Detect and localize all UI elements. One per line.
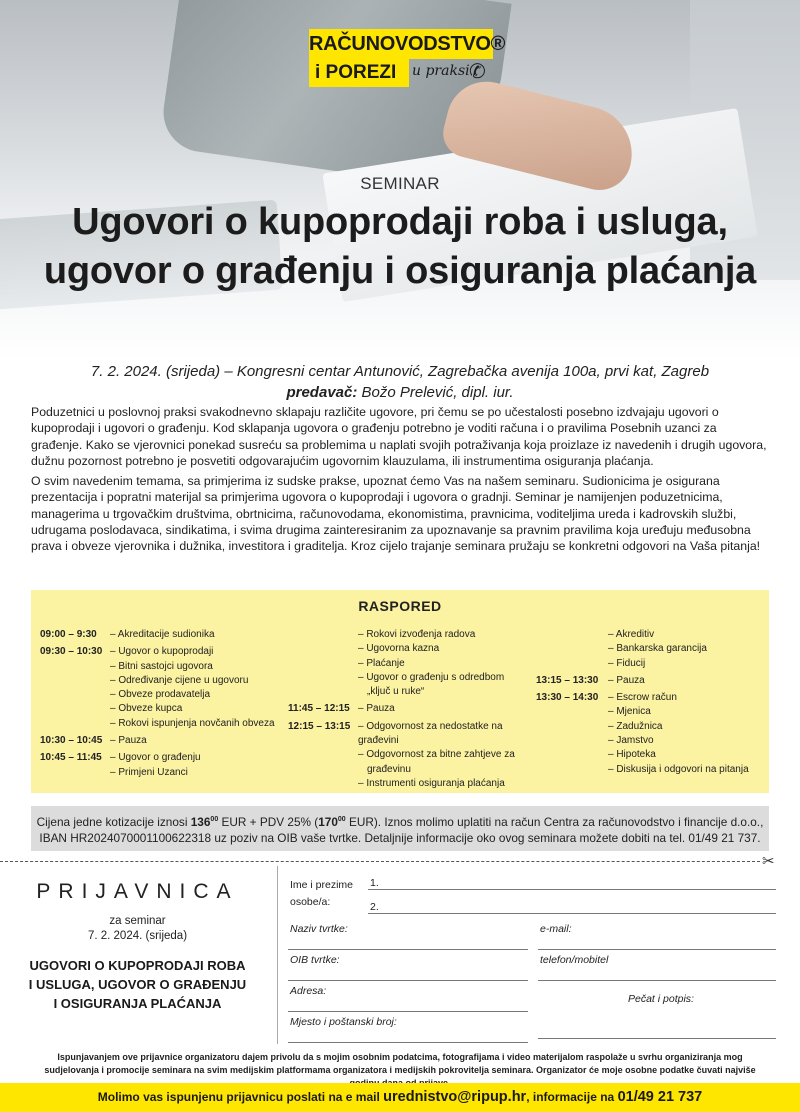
schedule-time: 10:30 – 10:45 (40, 735, 103, 747)
schedule-item: – Fiducij (608, 657, 646, 669)
seminar-tag: SEMINAR (360, 174, 440, 193)
schedule-item: – Jamstvo (608, 735, 654, 747)
schedule-time (40, 688, 110, 702)
name-2-field[interactable] (368, 913, 776, 914)
lecturer-label: predavač: (286, 384, 358, 401)
name-label-line-1: Ime i prezime (290, 879, 354, 891)
cut-line (0, 861, 760, 862)
schedule-row (40, 628, 290, 642)
price-amount-value: 136 (190, 814, 211, 829)
schedule-time (288, 628, 358, 642)
price-text-c: EUR). Iznos molimo uplatiti na račun Centra za računovodstvo i financije d.o.o., (345, 814, 764, 829)
schedule-row (288, 702, 533, 716)
schedule-row (536, 748, 766, 762)
schedule-item: građevinu (367, 763, 411, 775)
schedule-row (288, 748, 533, 762)
schedule-item: – Bitni sastojci ugovora (110, 660, 213, 672)
schedule-column-2 (288, 628, 533, 791)
footer-email-link[interactable]: urednistvo@ripup.hr (383, 1089, 527, 1105)
schedule-row (536, 628, 766, 642)
price-text-a: Cijena jedne kotizacije iznosi (36, 814, 191, 829)
schedule-row (288, 642, 533, 656)
company-field[interactable] (288, 949, 528, 950)
schedule-item: – Ugovor o građenju (110, 752, 201, 764)
event-meta (0, 361, 800, 403)
consent-text: Ispunjavanjem ove prijavnice organizatoru dajem privolu da s mojim osobnim podatcima, fotografijama i video materijalom raspolaže u svrhu organiziranja mog sudjelovanja i promocije seminara na svim medijskim platformama organizatora i medijskih pokrovitelja seminara. Organizator će moje osobne podatke čuvati najviše (44, 1052, 756, 1075)
schedule-item: – Odgovornost za nedostatke na građevini (358, 720, 503, 747)
price-info (31, 806, 769, 851)
schedule-row (288, 657, 533, 671)
stamp-label: Pečat i potpis: (628, 993, 694, 1005)
schedule-time: 13:15 – 13:30 (536, 674, 599, 686)
lecturer-name: Božo Prelević, dipl. iur. (357, 384, 514, 401)
oib-field[interactable] (288, 980, 528, 981)
schedule-time: 13:30 – 14:30 (536, 692, 599, 704)
schedule-row (536, 657, 766, 671)
schedule-item: – Plaćanje (358, 657, 405, 669)
schedule-time: 12:15 – 13:15 (288, 720, 351, 732)
intro-text (31, 404, 771, 559)
schedule-item: – Pauza (110, 735, 147, 747)
schedule-row (40, 660, 290, 674)
schedule-item: – Primjeni Uzanci (110, 766, 188, 778)
schedule-time (288, 685, 358, 699)
schedule-row (40, 717, 290, 731)
schedule-time: 11:45 – 12:15 (288, 703, 350, 715)
intro-paragraph-1: Poduzetnici u poslovnoj praksi svakodnevno sklapaju različite ugovore, pri čemu se po učestalosti posebno izdvajaju ugovori o kupoprodaji i ugovori o građenju. Kod sklapanja ugovora o građenju potrebno je voditi računa i o pravilima Posebnih uzanci za građenje. Kako se vjerovnici ponekad susreću sa problemima u naplati svojih potraživanja koja proizlaze iz navedenih i drugih ugovora, dužnu pozornost potrebno je posvetiti odgovarajućim ugovornim klauzulama, ili instrumentima osiguranja plaćanja. (31, 405, 767, 468)
footer-text-a: Molimo vas ispunjenu prijavnicu poslati na e mail (97, 1090, 384, 1104)
address-label: Adresa: (290, 985, 327, 997)
schedule-row (288, 720, 533, 749)
schedule-time (288, 748, 358, 762)
footer-phone: 01/49 21 737 (617, 1089, 703, 1105)
scissors-icon: ✂ (762, 853, 775, 870)
schedule-time: 09:00 – 9:30 (40, 629, 97, 640)
schedule-item: – Rokovi ispunjenja novčanih obveza (110, 717, 275, 729)
schedule-item: – Akreditiv (608, 629, 655, 640)
brand-logo (309, 29, 506, 89)
schedule-row (40, 645, 290, 659)
schedule-item: – Diskusija i odgovori na pitanja (608, 763, 749, 775)
schedule-item: – Obveze kupca (110, 703, 183, 715)
schedule-item: – Hipoteka (608, 749, 656, 761)
schedule-item: „ključ u ruke“ (367, 686, 425, 698)
schedule-time (40, 660, 110, 674)
registration-heading: PRIJAVNICA (36, 880, 239, 903)
phone-label: telefon/mobitel (540, 954, 609, 966)
schedule-row (536, 691, 766, 705)
registration-seminar-title: UGOVORI O KUPOPRODAJI ROBA I USLUGA, UGOVOR O GRAĐENJU I OSIGURANJA PLAĆANJA (28, 958, 247, 1011)
schedule-row (536, 705, 766, 719)
schedule-item: – Ugovorna kazna (358, 643, 440, 655)
schedule-row (536, 642, 766, 656)
price-amount (191, 815, 218, 829)
name-label-line-2: osobe/a: (290, 896, 331, 908)
schedule-item: – Rokovi izvođenja radova (358, 629, 476, 640)
page-title: Ugovori o kupoprodaji roba i usluga, ugovor o građenju i osiguranja plaćanja (43, 201, 757, 292)
email-field[interactable] (538, 949, 776, 950)
schedule-box (31, 590, 769, 793)
registration-heading-block (0, 868, 275, 1044)
phone-icon: ✆ (469, 61, 486, 83)
schedule-time (536, 763, 608, 777)
schedule-row (288, 685, 533, 699)
schedule-time: 10:45 – 11:45 (40, 752, 102, 764)
schedule-time (536, 705, 608, 719)
schedule-time (40, 717, 110, 731)
name-1-label: 1. (370, 877, 379, 889)
schedule-column-3 (536, 628, 766, 777)
for-seminar-label: za seminar (109, 915, 166, 927)
schedule-time (288, 657, 358, 671)
schedule-row (536, 720, 766, 734)
email-label: e-mail: (540, 923, 572, 935)
schedule-item: – Pauza (608, 674, 645, 686)
seminar-date: 7. 2. 2024. (srijeda) (87, 930, 188, 942)
city-label: Mjesto i poštanski broj: (290, 1016, 397, 1028)
schedule-item: – Escrow račun (608, 692, 677, 704)
price-amount-2 (318, 815, 345, 829)
schedule-row (536, 734, 766, 748)
registration-for-seminar (0, 914, 275, 944)
price-line-2: IBAN HR2024070001100622318 uz poziv na OIB vaše tvrtke. Detaljnije informacije oko ovog seminara možete dobiti na tel. 01/49 21 737. (39, 830, 761, 845)
price-amount-cents: 00 (210, 816, 219, 823)
schedule-time (536, 657, 608, 671)
signature-field[interactable] (538, 1038, 776, 1039)
address-field[interactable] (288, 1011, 528, 1012)
schedule-item: – Obveze prodavatelja (110, 689, 211, 701)
schedule-row (40, 766, 290, 780)
schedule-time (288, 642, 358, 656)
schedule-row (536, 763, 766, 777)
date-place: 7. 2. 2024. (srijeda) – Kongresni centar Antunović, Zagrebačka avenija 100a, prvi kat, Zagreb (90, 363, 710, 380)
logo-line-1: RAČUNOVODSTVO® (309, 29, 493, 59)
schedule-time (40, 674, 110, 688)
schedule-item: – Određivanje cijene u ugovoru (110, 674, 249, 686)
schedule-time (288, 777, 358, 791)
schedule-time (536, 720, 608, 734)
phone-field[interactable] (538, 980, 776, 981)
schedule-row (288, 763, 533, 777)
schedule-item: – Mjenica (608, 706, 651, 718)
schedule-item: – Ugovor o kupoprodaji (110, 646, 214, 658)
price-line-1 (31, 812, 769, 830)
schedule-item: – Pauza (358, 703, 395, 715)
city-field[interactable] (288, 1042, 528, 1043)
price-amount2-cents: 00 (337, 816, 346, 823)
company-label: Naziv tvrtke: (290, 923, 348, 935)
schedule-time: 09:30 – 10:30 (40, 646, 103, 658)
schedule-item: – Instrumenti osiguranja plaćanja (358, 777, 505, 789)
logo-line-2: i POREZI (309, 59, 409, 87)
schedule-row (288, 777, 533, 791)
logo-line-3: u praksi (412, 63, 470, 79)
schedule-item: – Akreditacije sudionika (110, 629, 215, 640)
intro-paragraph-2: O svim navedenim temama, sa primjerima iz sudske prakse, upoznat ćemo Vas na našem seminaru. Sudionicima je osigurana prezentacija i popratni materijal sa primjerima ugovora o kupoprodaji i ugovora o gradnji. Seminar je namijenjen poduzetnicima, managerima u trgovačkim društvima, obrtnicima, računovodama, ekonomistima, pravnicima, voditeljima ureda i kadrovskih službi, udrugama poslodavaca, sindikatima, i svima drugima zainteresiranim za upoznavanje sa pravnim pravilima koja uređuju međusobna prava i obveze vjerovnika i dužnika, investitora i graditelja. Kroz cijelo trajanje seminara pružaju se konkretni odgovori na Vaša pitanja! (31, 474, 761, 554)
schedule-time (536, 748, 608, 762)
schedule-time (288, 671, 358, 685)
schedule-row (40, 702, 290, 716)
schedule-row (288, 628, 533, 642)
schedule-item: – Ugovor o građenju s odredbom (358, 671, 505, 683)
schedule-time (536, 734, 608, 748)
schedule-time (536, 642, 608, 656)
schedule-item: – Zadužnica (608, 720, 663, 732)
schedule-row (40, 674, 290, 688)
schedule-row (288, 671, 533, 685)
form-divider (277, 866, 278, 1044)
oib-label: OIB tvrtke: (290, 954, 340, 966)
footer-bar (0, 1083, 800, 1112)
name-1-field[interactable] (368, 889, 776, 890)
lecturer-line (0, 382, 800, 403)
schedule-row (40, 734, 290, 748)
name-2-label: 2. (370, 901, 379, 913)
schedule-time (40, 702, 110, 716)
price-amount2-value: 170 (318, 814, 338, 829)
name-label (290, 877, 353, 911)
schedule-title: RASPORED (358, 598, 442, 614)
footer-text-b: , informacije na (526, 1090, 618, 1104)
schedule-time (40, 766, 110, 780)
schedule-time (288, 763, 358, 777)
schedule-row (40, 751, 290, 765)
schedule-item: – Bankarska garancija (608, 643, 707, 655)
schedule-row (40, 688, 290, 702)
price-text-b: EUR + PDV 25% ( (218, 814, 319, 829)
schedule-row (536, 674, 766, 688)
schedule-item: – Odgovornost za bitne zahtjeve za (358, 749, 515, 761)
schedule-column-1 (40, 628, 290, 780)
schedule-time (536, 628, 608, 642)
